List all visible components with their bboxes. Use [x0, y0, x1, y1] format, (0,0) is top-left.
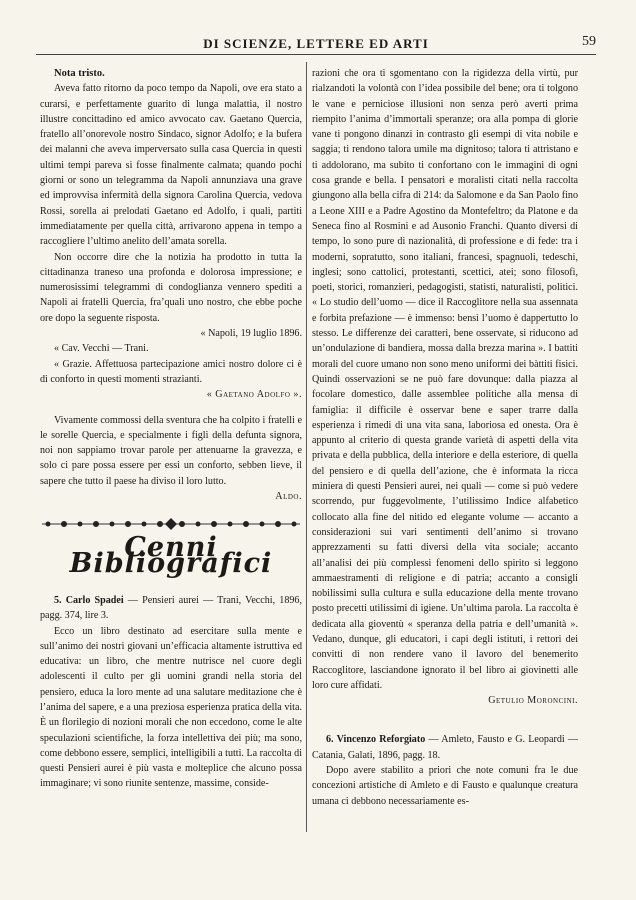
letter-date: « Napoli, 19 luglio 1896.: [200, 328, 302, 340]
entry-body: Dopo avere stabilito a priori che note comuni fra le due concezioni artistiche di Amleto e di Fausto e qualunque creatura umana ci debbono necessariamente es-: [312, 765, 578, 807]
entry-citation: — Amleto, Fausto e G. Leopardi — Catania, Galati, 1896, pagg. 18.: [312, 734, 579, 761]
right-column: [312, 66, 578, 809]
letter-addressee: « Cav. Vecchi — Trani.: [54, 343, 149, 355]
author-signature: Getulio Moroncini.: [488, 695, 578, 707]
entry-citation: — Pensieri aurei — Trani, Vecchi, 1896, pagg. 374, lire 3.: [40, 594, 302, 622]
left-column: [40, 66, 302, 792]
nota-title: Nota tristo.: [54, 68, 105, 79]
entry-body: Ecco un libro destinato ad esercitare sulla mente e sull’animo dei nostri giovani un’efficacia altamente istruttiva ed educativa: un libro, che mentre nutrisce nel cuore degli adolescenti il culto per gli uomini grandi nella storia del pensiero, educa la loro mente ad una salutare meditazione che è l’anima del sapere, e a una preziosa esperienza pratica della vita. È un florilegio di nozioni morali che non eccedono, come le alte speculazioni scientifiche, la forza intellettiva dei più; ma sono, come debbono essere, semplici, intelligibili a tutti. La raccolta di questi Pensieri aurei è più vasta e molteplice che alcuno possa immaginare; vi sono riunite sentenze, massime, conside-: [40, 625, 302, 790]
section-title: Cenni Bibliografici: [69, 532, 273, 579]
entry-author: 6. Vincenzo Reforgiato: [326, 734, 426, 746]
author-signature: Aldo.: [275, 491, 302, 503]
page-header: [36, 32, 596, 55]
ornament-divider: [40, 516, 302, 532]
paragraph: Aveva fatto ritorno da poco tempo da Napoli, ove era stato a curarsi, e perfettamente guarito di lunga malattia, il nostro illustre concittadino ed amico avvocato cav. Gaetano Quercia, fratello all’onorevole nostro Sindaco, signor Adolfo; e la bufera dei malanni che aveva imperversato sulla casa Quercia in questi ultimi tempi pareva si fosse finalmente calmata; quando pochi giorni or sono un telegramma da Napoli annunziava una grave ed improvvisa infermità della signora Carolina Quercia, vedova Rossi, sorella ai prelodati Gaetano ed Adolfo, i quali, partiti immediatamente per quella città, arrivarono appena in tempo a raccogliere l’ultimo anelito dell’amata sorella.: [40, 83, 302, 248]
page-number: 59: [582, 34, 596, 49]
entry-heading: [312, 732, 578, 763]
letter-quote: « Grazie. Affettuosa partecipazione amici nostro dolore ci è di conforto in questi momenti strazianti.: [40, 358, 302, 385]
column-divider: [306, 62, 307, 832]
entry-author: 5. Carlo Spadei: [54, 594, 124, 606]
paragraph: razioni che ora ti sgomentano con la rigidezza della virtù, pur rialzandoti la volontà con l’idea possibile del bene; ora ti tolgono le vane e perniciose illusioni non senza però averti prima riempito l’anima d’immortali speranze; ora alla pompa di glorie vane ti pongono dinanzi in contrasto gli esempi di vita nobile e saggia; ti rendono talora umile ma dignitoso; talora ti attristano e ti addolorano, ma subito ti confortano con le immagini di ogni cosa grande e bella. I pensatori e moralisti citati nella raccolta giungono alla bella cifra di 214: da Salomone e da San Paolo fino a Leone XIII e a Padre Agostino da Montefeltro; da Platone e da Seneca fino al Rosmini e ad Ausonio Franchi. Quanto diversi di tempo, lo sono pure di nazionalità, di professione e di fede: tra i moderni, sopratutto, sono italiani, francesi, spagnuoli, tedeschi, inglesi; sono cattolici, protestanti, scettici, atei; sono filosofi, poeti, storici, romanzieri, pedagogisti, statisti, naturalisti, politici. « Lo studio dell’uomo — dice il Raccoglitore nella sua assennata e forbita prefazione — è immenso: bensì l’uomo è dappertutto lo stesso. Le differenze dei caratteri, bene osservate, si riducono ad un’ondulazione di bandiera, mossa dalla brezza marina ». I battiti morali del cuore umano non sono meno uniformi dei bàttiti fisici. Quindi osservazioni se ne può fare dovunque: dalla piazza al focolare domestico, dalle assemblee politiche alla mensa di famiglia: il difficile è osservar bene e saper trarre dalla esperienza i rimedi di una vita sana, laboriosa ed onesta. Ora è appunto al criterio di questa grande varietà di aspetti della vita privata e della pubblica, della interiore e della esteriore, di quella del pensiero e di quella dell’azione, che è informata la ricca miniera di questi Pensieri aurei, nei quali — come si può vedere scorrendo, pur fuggevolmente, l’utilissimo Indice alfabetico collocato alla fine del nitido ed elegante volume — accanto a considerazioni sui vari sentimenti dell’animo si trovano apprezzamenti su fatti diversi della vita sociale; accanto all’analisi dei più complessi fenomeni dello spirito si leggono ammaestramenti di religione e di patria; accanto a consigli nobilissimi sulla cultura e sulla educazione della mente trovano posto precetti utilissimi di igiene. Un’ultima parola. La raccolta è dedicata alla gioventù « speranza della patria e dell’umanità ». Vedano, dunque, gli educatori, i capi degli istituti, i rettori dei convitti di non rendere vano il lavoro del benemerito Raccoglitore, lasciandone ignorato il bel libro ai giovinetti alle loro cure affidati.: [312, 68, 578, 691]
paragraph: Vivamente commossi della sventura che ha colpito i fratelli e le sorelle Quercia, e specialmente i figli della defunta signora, noi non sappiamo trovar parole per attenuarne la gravezza, e solo ci pare possa essere per essi un conforto, sebben lieve, il sapere che tutto il paese ha diviso il loro lutto.: [40, 414, 302, 487]
running-title: DI SCIENZE, LETTERE ED ARTI: [203, 36, 429, 51]
quote-signature: « Gaetano Adolfo ».: [206, 389, 302, 401]
paragraph: Non occorre dire che la notizia ha prodotto in tutta la cittadinanza traneso una profonda e dolorosa impressione; e numerosissimi telegrammi di condoglianza vennero spediti a Napoli ai fratelli Quercia, fra’quali uno nostro, che ebbe poche ore dopo la seguente risposta.: [40, 251, 302, 324]
entry-heading: [40, 593, 302, 624]
